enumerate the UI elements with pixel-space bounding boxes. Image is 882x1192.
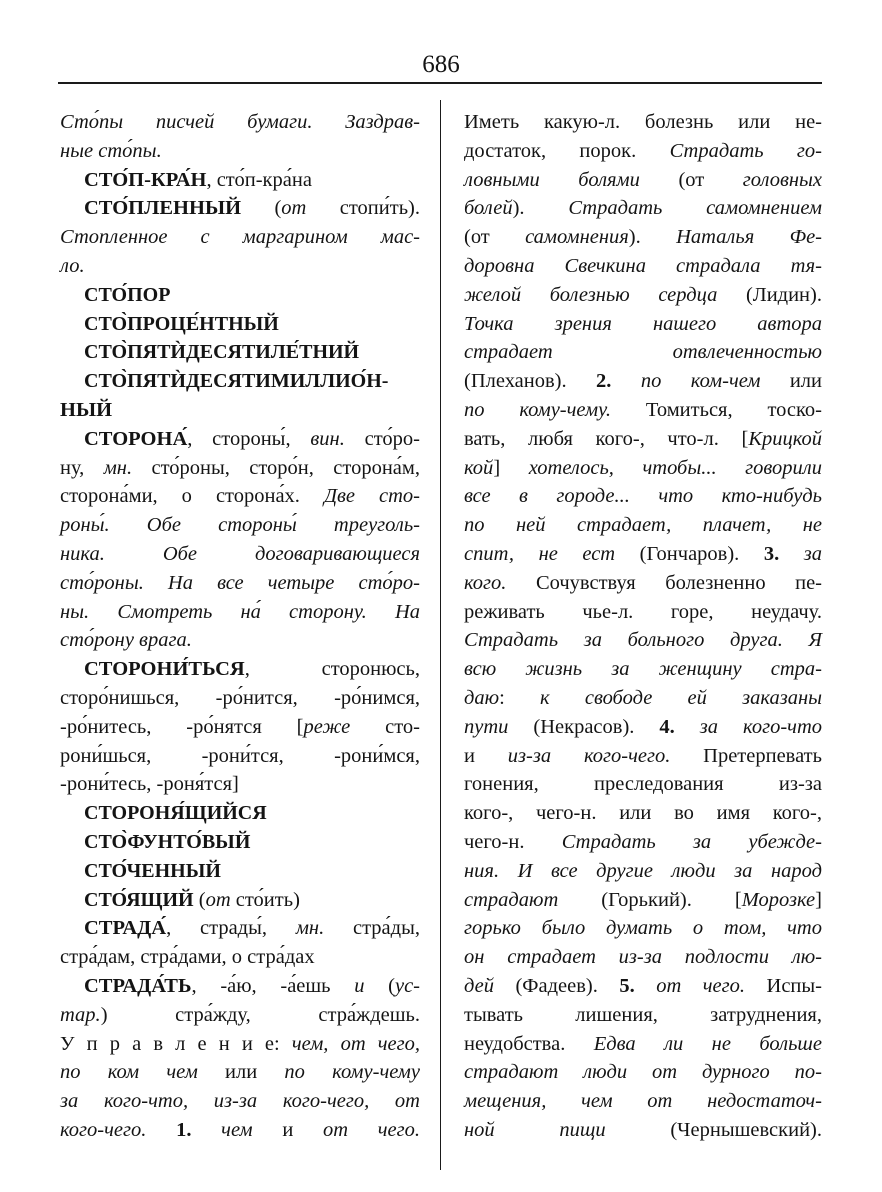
headword: СТРАДА́ТЬ bbox=[84, 974, 192, 997]
italic-text: из-за кого-чего. bbox=[507, 744, 671, 767]
headword: СТО́ЯЩИЙ bbox=[84, 888, 194, 911]
text: : bbox=[499, 686, 541, 709]
text: ] bbox=[815, 888, 822, 911]
text-line bbox=[464, 886, 822, 915]
text-line bbox=[60, 569, 420, 598]
italic-text: ло. bbox=[60, 254, 85, 277]
text-line bbox=[464, 655, 822, 684]
text-line bbox=[464, 454, 822, 483]
text-line bbox=[464, 770, 822, 799]
text-line bbox=[60, 540, 420, 569]
headword: СТРАДА́ bbox=[84, 917, 167, 940]
text: неудобства. bbox=[464, 1032, 594, 1055]
text-line bbox=[464, 598, 822, 627]
italic-text: сто́рону врага. bbox=[60, 629, 192, 652]
text-line bbox=[464, 137, 822, 166]
text-line bbox=[60, 1030, 420, 1059]
text: сто́ить) bbox=[230, 888, 300, 911]
text-line bbox=[464, 338, 822, 367]
italic-text: все в городе... что кто-нибудь bbox=[464, 485, 822, 508]
text: реживать чье-л. горе, неудачу. bbox=[464, 600, 822, 623]
text: Томиться, тоско- bbox=[611, 398, 822, 421]
text-line bbox=[60, 137, 420, 166]
italic-text: пути bbox=[464, 715, 509, 738]
text-line bbox=[60, 914, 420, 943]
text-line bbox=[464, 857, 822, 886]
text: вать, любя кого-, что-л. [ bbox=[464, 427, 749, 450]
headword: 5. bbox=[619, 974, 635, 997]
text-line bbox=[60, 742, 420, 771]
italic-text: чем, от чего, bbox=[291, 1032, 420, 1055]
text bbox=[779, 543, 804, 565]
italic-text: доровна Свечкина страдала тя- bbox=[464, 254, 822, 277]
text-line bbox=[60, 972, 420, 1001]
italic-text: за bbox=[803, 542, 823, 565]
headword: СТО̀ПРОЦЕ́НТНЫЙ bbox=[84, 312, 279, 335]
text-line bbox=[464, 1087, 822, 1116]
italic-text: ус- bbox=[394, 974, 421, 997]
text-line bbox=[464, 194, 822, 223]
text-line bbox=[60, 799, 420, 828]
text: сторо́нишься, -ро́нится, -ро́нимся, bbox=[60, 686, 420, 709]
text-line bbox=[60, 166, 420, 195]
italic-text: страдает отвлеченностью bbox=[464, 341, 822, 364]
text-line bbox=[464, 1001, 822, 1030]
text: (Гончаров). bbox=[615, 542, 764, 565]
text-line bbox=[464, 684, 822, 713]
headword: СТО́П-КРА́Н bbox=[84, 168, 207, 191]
italic-text: за кого-что, из-за кого-чего, от bbox=[60, 1090, 420, 1113]
italic-text: от чего. bbox=[323, 1118, 421, 1141]
text: Испы- bbox=[745, 974, 822, 997]
text-line bbox=[60, 454, 420, 483]
text bbox=[146, 1119, 176, 1141]
italic-text: Стопленное с маргарином мас- bbox=[60, 226, 420, 249]
text: стра́дам, стра́дами, о стра́дах bbox=[60, 946, 315, 969]
text: ) стра́жду, стра́ждешь. bbox=[100, 1003, 420, 1026]
text: ). bbox=[512, 197, 569, 220]
headword: 4. bbox=[659, 715, 675, 738]
text-line bbox=[464, 828, 822, 857]
italic-text: головных bbox=[742, 168, 822, 191]
text: сто́роны, сторо́н, сторона́м, bbox=[132, 456, 420, 479]
text-line bbox=[464, 310, 822, 339]
text-line bbox=[464, 799, 822, 828]
italic-text: от bbox=[205, 888, 231, 911]
text-line bbox=[464, 569, 822, 598]
text: стопи́ть). bbox=[306, 197, 420, 220]
text-line bbox=[60, 713, 420, 742]
text-line bbox=[464, 943, 822, 972]
italic-text: ны. Смотреть на́ сторону. На bbox=[60, 600, 420, 623]
italic-text: реже bbox=[303, 715, 351, 738]
text: ( bbox=[241, 197, 282, 220]
text: ] bbox=[493, 456, 529, 479]
text: или bbox=[760, 370, 822, 393]
text: , сторонюсь, bbox=[244, 658, 420, 681]
text bbox=[191, 1119, 221, 1141]
text-line bbox=[60, 857, 420, 886]
italic-text: даю bbox=[464, 686, 500, 709]
text: чего-н. bbox=[464, 830, 562, 853]
text-line bbox=[464, 425, 822, 454]
text-line bbox=[464, 511, 822, 540]
text: (Лидин). bbox=[717, 283, 822, 306]
italic-text: роны́. Обе стороны́ треуголь- bbox=[60, 514, 420, 537]
italic-text: всю жизнь за женщину стра- bbox=[464, 658, 822, 681]
italic-text: от чего. bbox=[656, 974, 746, 997]
text: , страды́, bbox=[166, 917, 296, 940]
text-line bbox=[60, 828, 420, 857]
italic-text: самомнения bbox=[525, 226, 629, 249]
text-line bbox=[60, 1058, 420, 1087]
italic-text: спит, не ест bbox=[464, 542, 616, 565]
headword: СТОРОНА́ bbox=[84, 427, 188, 450]
italic-text: кой bbox=[464, 456, 494, 479]
headword: НЫЙ bbox=[60, 398, 113, 421]
italic-text: и bbox=[354, 974, 365, 997]
text: и bbox=[464, 744, 508, 767]
italic-text: Страдать самомнением bbox=[568, 197, 822, 220]
text-line bbox=[60, 655, 420, 684]
italic-text: страдают bbox=[464, 888, 559, 911]
italic-text: Страдать за больного друга. Я bbox=[464, 629, 822, 652]
text bbox=[635, 975, 657, 997]
italic-text: по ней страдает, плачет, не bbox=[464, 514, 822, 537]
italic-text: страдают люди от дурного по- bbox=[464, 1061, 822, 1084]
italic-text: вин. bbox=[310, 427, 345, 450]
left-column bbox=[60, 108, 420, 1145]
text-line bbox=[464, 1116, 822, 1145]
text: (Плеханов). bbox=[464, 370, 597, 393]
italic-text: по ком-чем bbox=[640, 370, 761, 393]
italic-text: кого. bbox=[464, 571, 507, 594]
italic-text: кого-чего. bbox=[60, 1118, 147, 1141]
italic-text: ния. И все другие люди за народ bbox=[464, 859, 822, 882]
text-line bbox=[60, 770, 420, 799]
text: или bbox=[197, 1061, 285, 1084]
italic-text: Сто́пы писчей бумаги. Заздрав- bbox=[60, 111, 420, 133]
text: сто́ро- bbox=[344, 427, 420, 450]
italic-text: дей bbox=[464, 974, 494, 997]
text: (Чернышевский). bbox=[605, 1118, 822, 1141]
text: У п р а в л е н и е: bbox=[60, 1032, 292, 1055]
text-line bbox=[60, 396, 420, 425]
text-line bbox=[60, 338, 420, 367]
header-rule bbox=[58, 82, 822, 84]
text-line bbox=[60, 281, 420, 310]
italic-text: ные сто́пы. bbox=[60, 139, 162, 162]
headword: СТО̀ПЯТЍДЕСЯТИЛЕ́ТНИЙ bbox=[84, 341, 360, 364]
text: тывать лишения, затруднения, bbox=[464, 1003, 822, 1026]
text-line bbox=[60, 223, 420, 252]
italic-text: Страдать за убежде- bbox=[561, 830, 822, 853]
text-line bbox=[60, 1116, 420, 1145]
headword: СТОРОНЯ́ЩИЙСЯ bbox=[84, 802, 267, 825]
text-line bbox=[60, 482, 420, 511]
text: Сочувствуя болезненно пе- bbox=[506, 571, 822, 594]
text-line bbox=[60, 108, 420, 137]
italic-text: желой болезнью сердца bbox=[464, 283, 718, 306]
text-line bbox=[60, 310, 420, 339]
text-line bbox=[60, 511, 420, 540]
text: гонения, преследования из-за bbox=[464, 773, 822, 796]
italic-text: от bbox=[281, 197, 307, 220]
text-line bbox=[464, 396, 822, 425]
text: сторона́ми, о сторона́х. bbox=[60, 485, 324, 508]
italic-text: ной пищи bbox=[464, 1118, 606, 1141]
italic-text: он страдает из-за подлости лю- bbox=[464, 946, 822, 969]
italic-text: Наталья Фе- bbox=[676, 226, 822, 249]
text-line bbox=[464, 223, 822, 252]
text-line bbox=[464, 1058, 822, 1087]
right-column bbox=[464, 108, 822, 1145]
text: -рони́тесь, -роня́тся] bbox=[60, 773, 239, 796]
text-line bbox=[60, 684, 420, 713]
italic-text: мн. bbox=[103, 456, 133, 479]
text bbox=[675, 716, 700, 738]
text-line bbox=[60, 886, 420, 915]
text-line bbox=[464, 482, 822, 511]
text-line bbox=[60, 626, 420, 655]
text: стра́ды, bbox=[324, 917, 420, 940]
text-line bbox=[60, 598, 420, 627]
text: Иметь какую-л. болезнь или не- bbox=[464, 111, 822, 133]
text-line bbox=[464, 742, 822, 771]
headword: СТО̀ПЯТЍДЕСЯТИМИЛЛИО́Н- bbox=[84, 370, 389, 393]
italic-text: Едва ли не больше bbox=[593, 1032, 822, 1055]
text: (от bbox=[464, 226, 526, 249]
text-line bbox=[464, 626, 822, 655]
text-line bbox=[464, 367, 822, 396]
text: и bbox=[252, 1118, 323, 1141]
text-line bbox=[60, 425, 420, 454]
text: , сто́п-кра́на bbox=[206, 168, 312, 191]
text: Претерпевать bbox=[670, 744, 822, 767]
italic-text: мещения, чем от недостаточ- bbox=[464, 1090, 822, 1113]
text-line bbox=[464, 281, 822, 310]
text: , стороны́, bbox=[187, 427, 311, 450]
text-line bbox=[464, 540, 822, 569]
text-line bbox=[60, 367, 420, 396]
text bbox=[611, 370, 640, 392]
italic-text: чем bbox=[221, 1118, 253, 1141]
text: ). bbox=[628, 226, 677, 249]
text-line bbox=[60, 1001, 420, 1030]
italic-text: к свободе ей заказаны bbox=[540, 686, 822, 709]
text-line bbox=[60, 194, 420, 223]
page-number: 686 bbox=[422, 51, 460, 78]
italic-text: по кому-чему. bbox=[464, 398, 612, 421]
italic-text: хотелось, чтобы... говорили bbox=[528, 456, 822, 479]
italic-text: Точка зрения нашего автора bbox=[464, 312, 822, 335]
text-line bbox=[464, 713, 822, 742]
text-line bbox=[464, 914, 822, 943]
italic-text: по ком чем bbox=[60, 1061, 198, 1084]
italic-text: Страдать го- bbox=[669, 139, 822, 162]
italic-text: Две сто- bbox=[323, 485, 420, 508]
text: -ро́нитесь, -ро́нятся [ bbox=[60, 715, 304, 738]
headword: СТОРОНИ́ТЬСЯ bbox=[84, 658, 245, 681]
text: , -а́ю, -а́ешь bbox=[191, 974, 355, 997]
italic-text: Морозке bbox=[741, 888, 816, 911]
italic-text: горько было думать о том, что bbox=[464, 917, 822, 940]
text: достаток, порок. bbox=[464, 139, 670, 162]
text: ( bbox=[364, 974, 395, 997]
text-line bbox=[60, 252, 420, 281]
italic-text: мн. bbox=[295, 917, 325, 940]
italic-text: сто́роны. На все четыре сто́ро- bbox=[60, 571, 420, 594]
headword: СТО̀ФУНТО́ВЫЙ bbox=[84, 830, 251, 853]
text: кого-, чего-н. или во имя кого-, bbox=[464, 802, 822, 825]
italic-text: болей bbox=[464, 197, 513, 220]
text-line bbox=[60, 943, 420, 972]
text: (Горький). [ bbox=[558, 888, 742, 911]
headword: СТО́ПЛЕННЫЙ bbox=[84, 197, 242, 220]
text-line bbox=[464, 972, 822, 1001]
text: (Некрасов). bbox=[508, 715, 660, 738]
text-line bbox=[60, 1087, 420, 1116]
headword: 3. bbox=[763, 542, 780, 565]
headword: СТО́ПОР bbox=[84, 283, 171, 306]
text-line bbox=[464, 166, 822, 195]
text: рони́шься, -рони́тся, -рони́мся, bbox=[60, 744, 420, 767]
text: ( bbox=[193, 888, 206, 911]
text-line bbox=[464, 108, 822, 137]
italic-text: Крицкой bbox=[748, 427, 822, 450]
text: (Фадеев). bbox=[493, 974, 620, 997]
column-divider bbox=[440, 100, 441, 1170]
italic-text: ловными болями bbox=[464, 168, 640, 191]
text: ну, bbox=[60, 456, 104, 479]
italic-text: ника. Обе договаривающиеся bbox=[60, 542, 420, 565]
text-line bbox=[464, 1030, 822, 1059]
text-line bbox=[464, 252, 822, 281]
text: (от bbox=[639, 168, 743, 191]
headword: СТО́ЧЕННЫЙ bbox=[84, 859, 221, 882]
italic-text: по кому-чему bbox=[284, 1061, 420, 1084]
text: сто- bbox=[350, 715, 420, 738]
headword: 1. bbox=[176, 1118, 192, 1141]
italic-text: за кого-что bbox=[699, 715, 823, 738]
italic-text: тар. bbox=[60, 1003, 101, 1026]
headword: 2. bbox=[596, 370, 612, 393]
